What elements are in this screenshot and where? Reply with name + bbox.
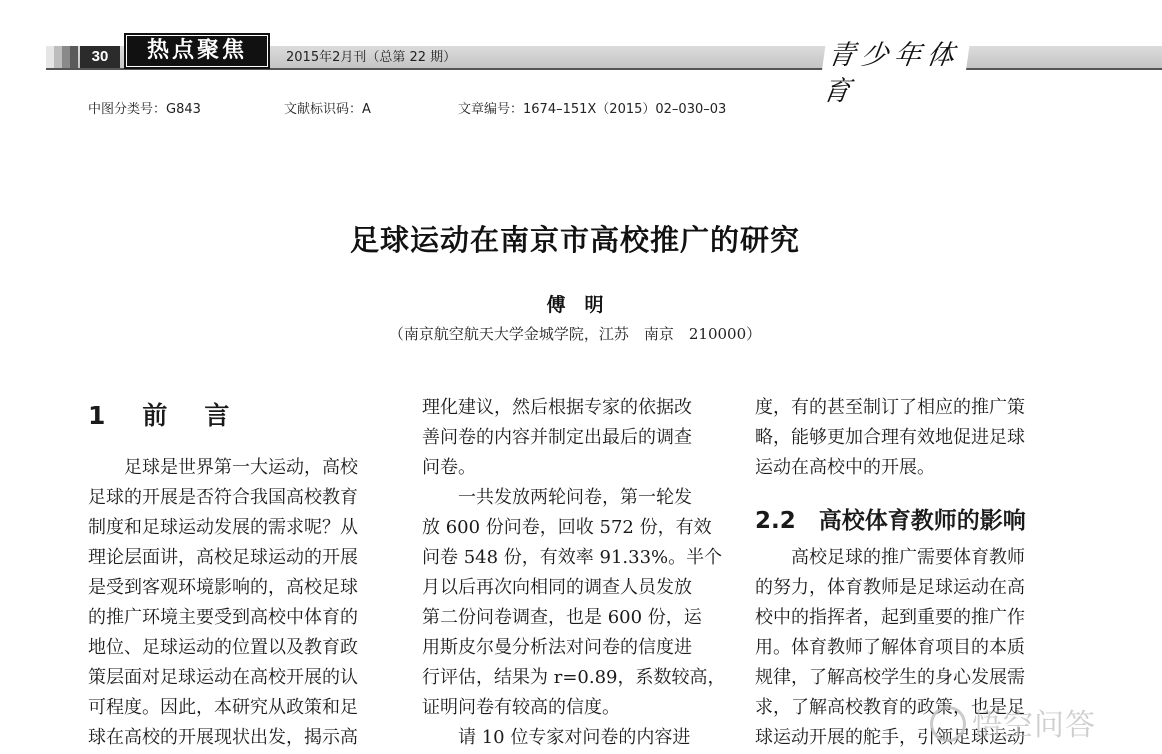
text-line: 略，能够更加合理有效地促进足球 <box>755 427 1025 448</box>
text-line: 放 600 份问卷，回收 572 份，有效 <box>422 517 712 538</box>
text-line: 理化建议，然后根据专家的依据改 <box>422 397 692 418</box>
text-line: 月以后再次向相同的调查人员发放 <box>422 577 692 598</box>
text-line: 策层面对足球运动在高校开展的认 <box>88 667 358 688</box>
text-line: 度，有的甚至制订了相应的推广策 <box>755 397 1025 418</box>
clc-number: 中图分类号：G843 <box>88 102 201 117</box>
text-line: 问卷 548 份，有效率 91.33%。半个 <box>422 547 723 568</box>
text-line: 的努力，体育教师是足球运动在高 <box>755 577 1025 598</box>
text-line: 校中的指挥者，起到重要的推广作 <box>755 607 1025 628</box>
text-line: 是受到客观环境影响的，高校足球 <box>88 577 358 598</box>
text-line: 高校足球的推广需要体育教师 <box>755 547 1025 568</box>
text-line: 球在高校的开展现状出发，揭示高 <box>88 727 358 748</box>
section-label: 热点聚焦 <box>124 33 270 69</box>
text-line: 运动在高校中的开展。 <box>755 457 935 478</box>
author-affiliation: （南京航空航天大学金城学院，江苏 南京 210000） <box>388 325 762 343</box>
text-line: 可程度。因此，本研究从政策和足 <box>88 697 358 718</box>
column-1 <box>88 453 398 753</box>
document-code: 文献标识码：A <box>284 102 371 117</box>
text-line: 证明问卷有较高的信度。 <box>422 697 620 718</box>
text-line: 地位、足球运动的位置以及教育政 <box>88 637 358 658</box>
section-heading-2-2: 2.2 高校体育教师的影响 <box>755 508 1026 534</box>
section-heading-introduction: 1 前 言 <box>88 401 236 430</box>
issue-info: 2015年2月刊（总第 22 期） <box>286 50 457 65</box>
journal-logo: 青少年体育 <box>821 38 970 74</box>
text-line: 用。体育教师了解体育项目的本质 <box>755 637 1025 658</box>
watermark <box>930 700 1162 743</box>
article-title: 足球运动在南京市高校推广的研究 <box>349 223 800 257</box>
text-line: 一共发放两轮问卷，第一轮发 <box>422 487 692 508</box>
author-name: 傅 明 <box>546 294 604 316</box>
text-line: 足球的开展是否符合我国高校教育 <box>88 487 358 508</box>
text-line: 第二份问卷调查，也是 600 份，运 <box>422 607 702 628</box>
column-3-top <box>755 393 1065 483</box>
text-line: 问卷。 <box>422 457 476 478</box>
text-line: 求，了解高校教育的政策，也是足 <box>755 697 1025 718</box>
text-line: 足球是世界第一大运动，高校 <box>88 457 358 478</box>
page-number: 30 <box>80 46 120 68</box>
text-line: 善问卷的内容并制定出最后的调查 <box>422 427 692 448</box>
text-line: 用斯皮尔曼分析法对问卷的信度进 <box>422 637 692 658</box>
watermark-icon <box>930 706 966 742</box>
text-line: 请 10 位专家对问卷的内容进 <box>422 727 691 748</box>
text-line: 规律，了解高校学生的身心发展需 <box>755 667 1025 688</box>
text-line: 行评估，结果为 r=0.89，系数较高， <box>422 667 726 688</box>
text-line: 制度和足球运动发展的需求呢？从 <box>88 517 358 538</box>
column-2 <box>422 393 732 753</box>
watermark-text: 悟空问答 <box>972 708 1096 743</box>
text-line: 球运动开展的舵手，引领足球运动 <box>755 727 1025 748</box>
header-gradient-blocks <box>46 46 78 68</box>
text-line: 理论层面讲，高校足球运动的开展 <box>88 547 358 568</box>
text-line: 的推广环境主要受到高校中体育的 <box>88 607 358 628</box>
article-number: 文章编号：1674–151X（2015）02–030–03 <box>458 102 727 117</box>
